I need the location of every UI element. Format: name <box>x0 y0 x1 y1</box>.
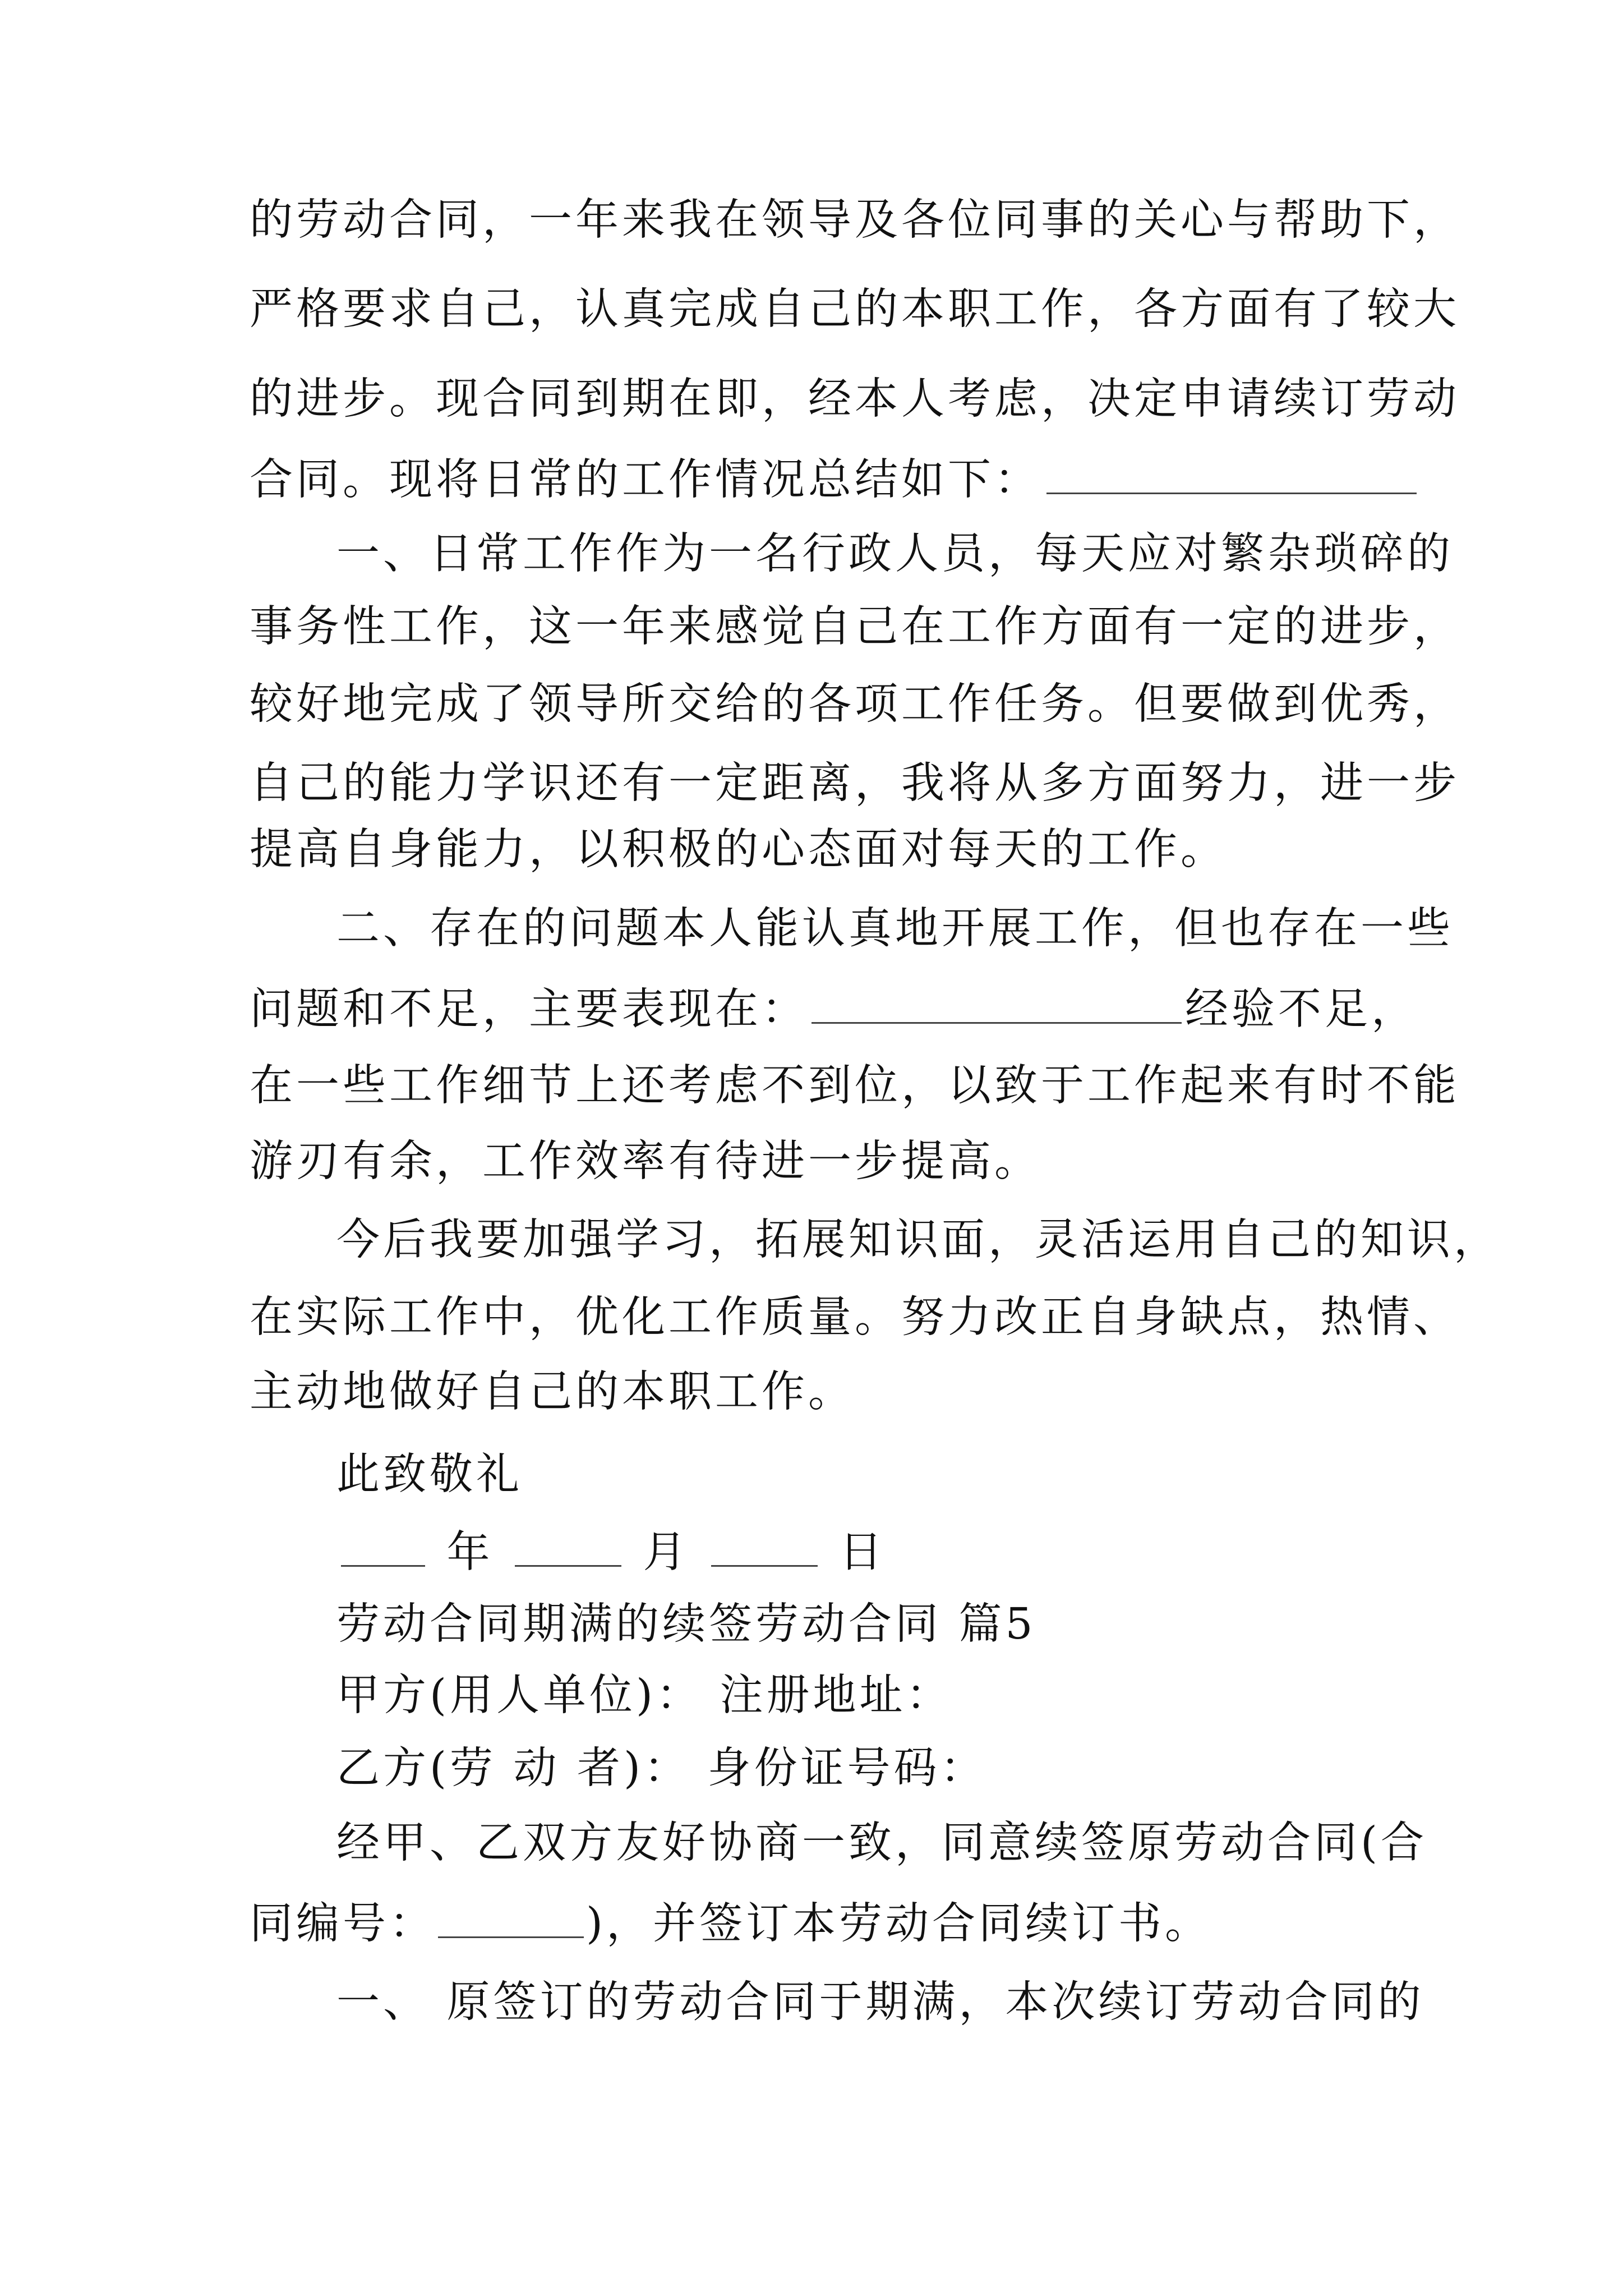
text-line: 的劳动合同，一年来我在领导及各位同事的关心与帮助下， <box>250 195 1460 245</box>
text-segment: )，并签订本劳动合同续订书。 <box>586 1899 1212 1949</box>
text-line: 主动地做好自己的本职工作。 <box>250 1367 855 1417</box>
text-line: 较好地完成了领导所交给的各项工作任务。但要做到优秀， <box>250 679 1460 729</box>
section-heading: 劳动合同期满的续签劳动合同 篇5 <box>336 1599 1036 1649</box>
text-line: 在实际工作中，优化工作质量。努力改正自身缺点，热情、 <box>250 1292 1460 1342</box>
contract-number-blank <box>438 1895 584 1938</box>
text-line: 一、 原签订的劳动合同于期满，本次续订劳动合同的 <box>336 1977 1424 2027</box>
closing-salutation: 此致敬礼 <box>336 1450 523 1499</box>
text-line: 在一些工作细节上还考虑不到位，以致于工作起来有时不能 <box>250 1061 1460 1111</box>
text-line <box>250 451 1417 505</box>
text-line: 事务性工作，这一年来感觉自己在工作方面有一定的进步， <box>250 602 1460 652</box>
day-blank <box>711 1524 818 1567</box>
fill-in-blank <box>811 981 1182 1024</box>
year-label: 年 <box>446 1527 494 1577</box>
year-blank <box>341 1524 425 1567</box>
text-segment: 合同。现将日常的工作情况总结如下： <box>250 455 1041 505</box>
text-line <box>250 1895 1211 1949</box>
text-line: 的进步。现合同到期在即，经本人考虑，决定申请续订劳动 <box>250 374 1460 424</box>
text-line: 二、存在的问题本人能认真地开展工作，但也存在一些 <box>336 904 1454 954</box>
text-line: 一、日常工作作为一名行政人员，每天应对繁杂琐碎的 <box>336 529 1454 579</box>
day-label: 日 <box>839 1527 886 1577</box>
month-label: 月 <box>643 1527 690 1577</box>
text-line <box>250 981 1418 1034</box>
text-line: 游刃有余，工作效率有待进一步提高。 <box>250 1137 1041 1186</box>
fill-in-blank <box>1046 451 1417 494</box>
text-line: 提高自身能力，以积极的心态面对每天的工作。 <box>250 825 1227 875</box>
party-b-line: 乙方(劳 动 者)： 身份证号码： <box>336 1743 987 1793</box>
text-line: 经甲、乙双方友好协商一致，同意续签原劳动合同(合 <box>336 1818 1428 1868</box>
text-line: 今后我要加强学习，拓展知识面，灵活运用自己的知识， <box>336 1215 1500 1265</box>
party-a-line: 甲方(用人单位)： 注册地址： <box>336 1671 953 1720</box>
text-segment: 问题和不足，主要表现在： <box>250 984 808 1034</box>
text-line: 自己的能力学识还有一定距离，我将从多方面努力，进一步 <box>250 758 1460 808</box>
text-line: 严格要求自己，认真完成自己的本职工作，各方面有了较大 <box>250 284 1460 334</box>
text-segment: 经验不足， <box>1185 984 1418 1034</box>
text-segment: 同编号： <box>250 1899 436 1949</box>
date-line <box>336 1524 886 1577</box>
month-blank <box>515 1524 621 1567</box>
